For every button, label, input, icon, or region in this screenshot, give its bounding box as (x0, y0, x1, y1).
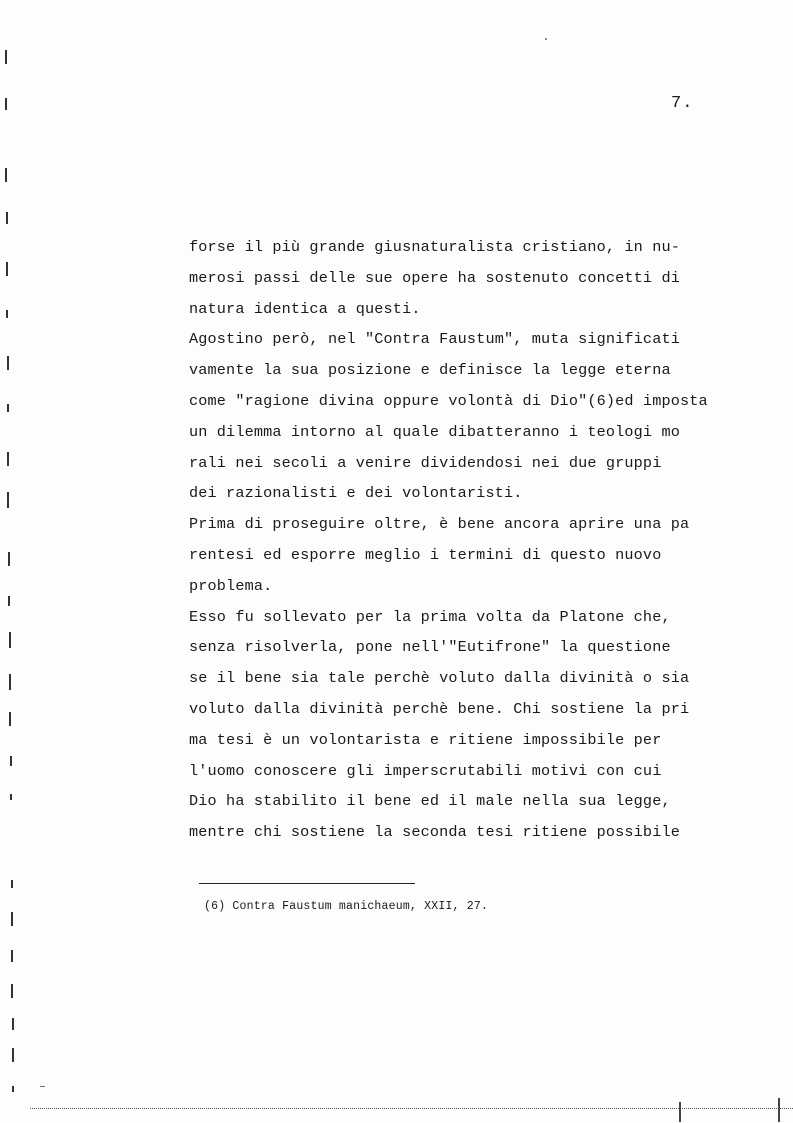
text-line: mentre chi sostiene la seconda tesi ritiene possibile (189, 823, 680, 842)
text-line: rali nei secoli a venire dividendosi nei due gruppi (189, 453, 662, 472)
text-line: problema. (189, 576, 273, 595)
scan-edge-tick (778, 1098, 780, 1122)
text-line: l'uomo conoscere gli imperscrutabili motivi con cui (189, 761, 662, 780)
text-line: vamente la sua posizione e definisce la legge eterna (189, 361, 671, 380)
text-line: merosi passi delle sue opere ha sostenuto concetti di (189, 268, 680, 287)
text-line: ma tesi è un volontarista e ritiene impossibile per (189, 730, 662, 749)
text-line: Dio ha stabilito il bene ed il male nella sua legge, (189, 792, 671, 811)
text-line: forse il più grande giusnaturalista cristiano, in nu- (189, 238, 680, 256)
text-line: senza risolverla, pone nell'"Eutifrone" la questione (189, 638, 671, 657)
footnote-separator (199, 883, 415, 884)
scan-speck (545, 38, 547, 40)
body-text (189, 232, 749, 848)
text-line: Prima di proseguire oltre, è bene ancora aprire una pa (189, 515, 690, 534)
text-line: se il bene sia tale perchè voluto dalla divinità o sia (189, 669, 690, 688)
text-line: rentesi ed esporre meglio i termini di questo nuovo (189, 545, 662, 564)
text-line: voluto dalla divinità perchè bene. Chi sostiene la pri (189, 699, 690, 718)
scan-speck (40, 1086, 45, 1087)
scan-margin-marks (0, 0, 20, 1123)
text-line: un dilemma intorno al quale dibatteranno i teologi mo (189, 422, 680, 441)
text-line: Esso fu sollevato per la prima volta da Platone che, (189, 607, 671, 626)
page-number: 7. (671, 94, 694, 113)
text-line: come "ragione divina oppure volontà di Dio"(6)ed imposta (189, 391, 708, 410)
text-line: dei razionalisti e dei volontaristi. (189, 484, 523, 503)
text-line: Agostino però, nel "Contra Faustum", muta significati (189, 330, 680, 349)
scan-edge-tick (679, 1102, 681, 1122)
footnote: (6) Contra Faustum manichaeum, XXII, 27. (204, 900, 489, 913)
text-line: natura identica a questi. (189, 299, 421, 318)
